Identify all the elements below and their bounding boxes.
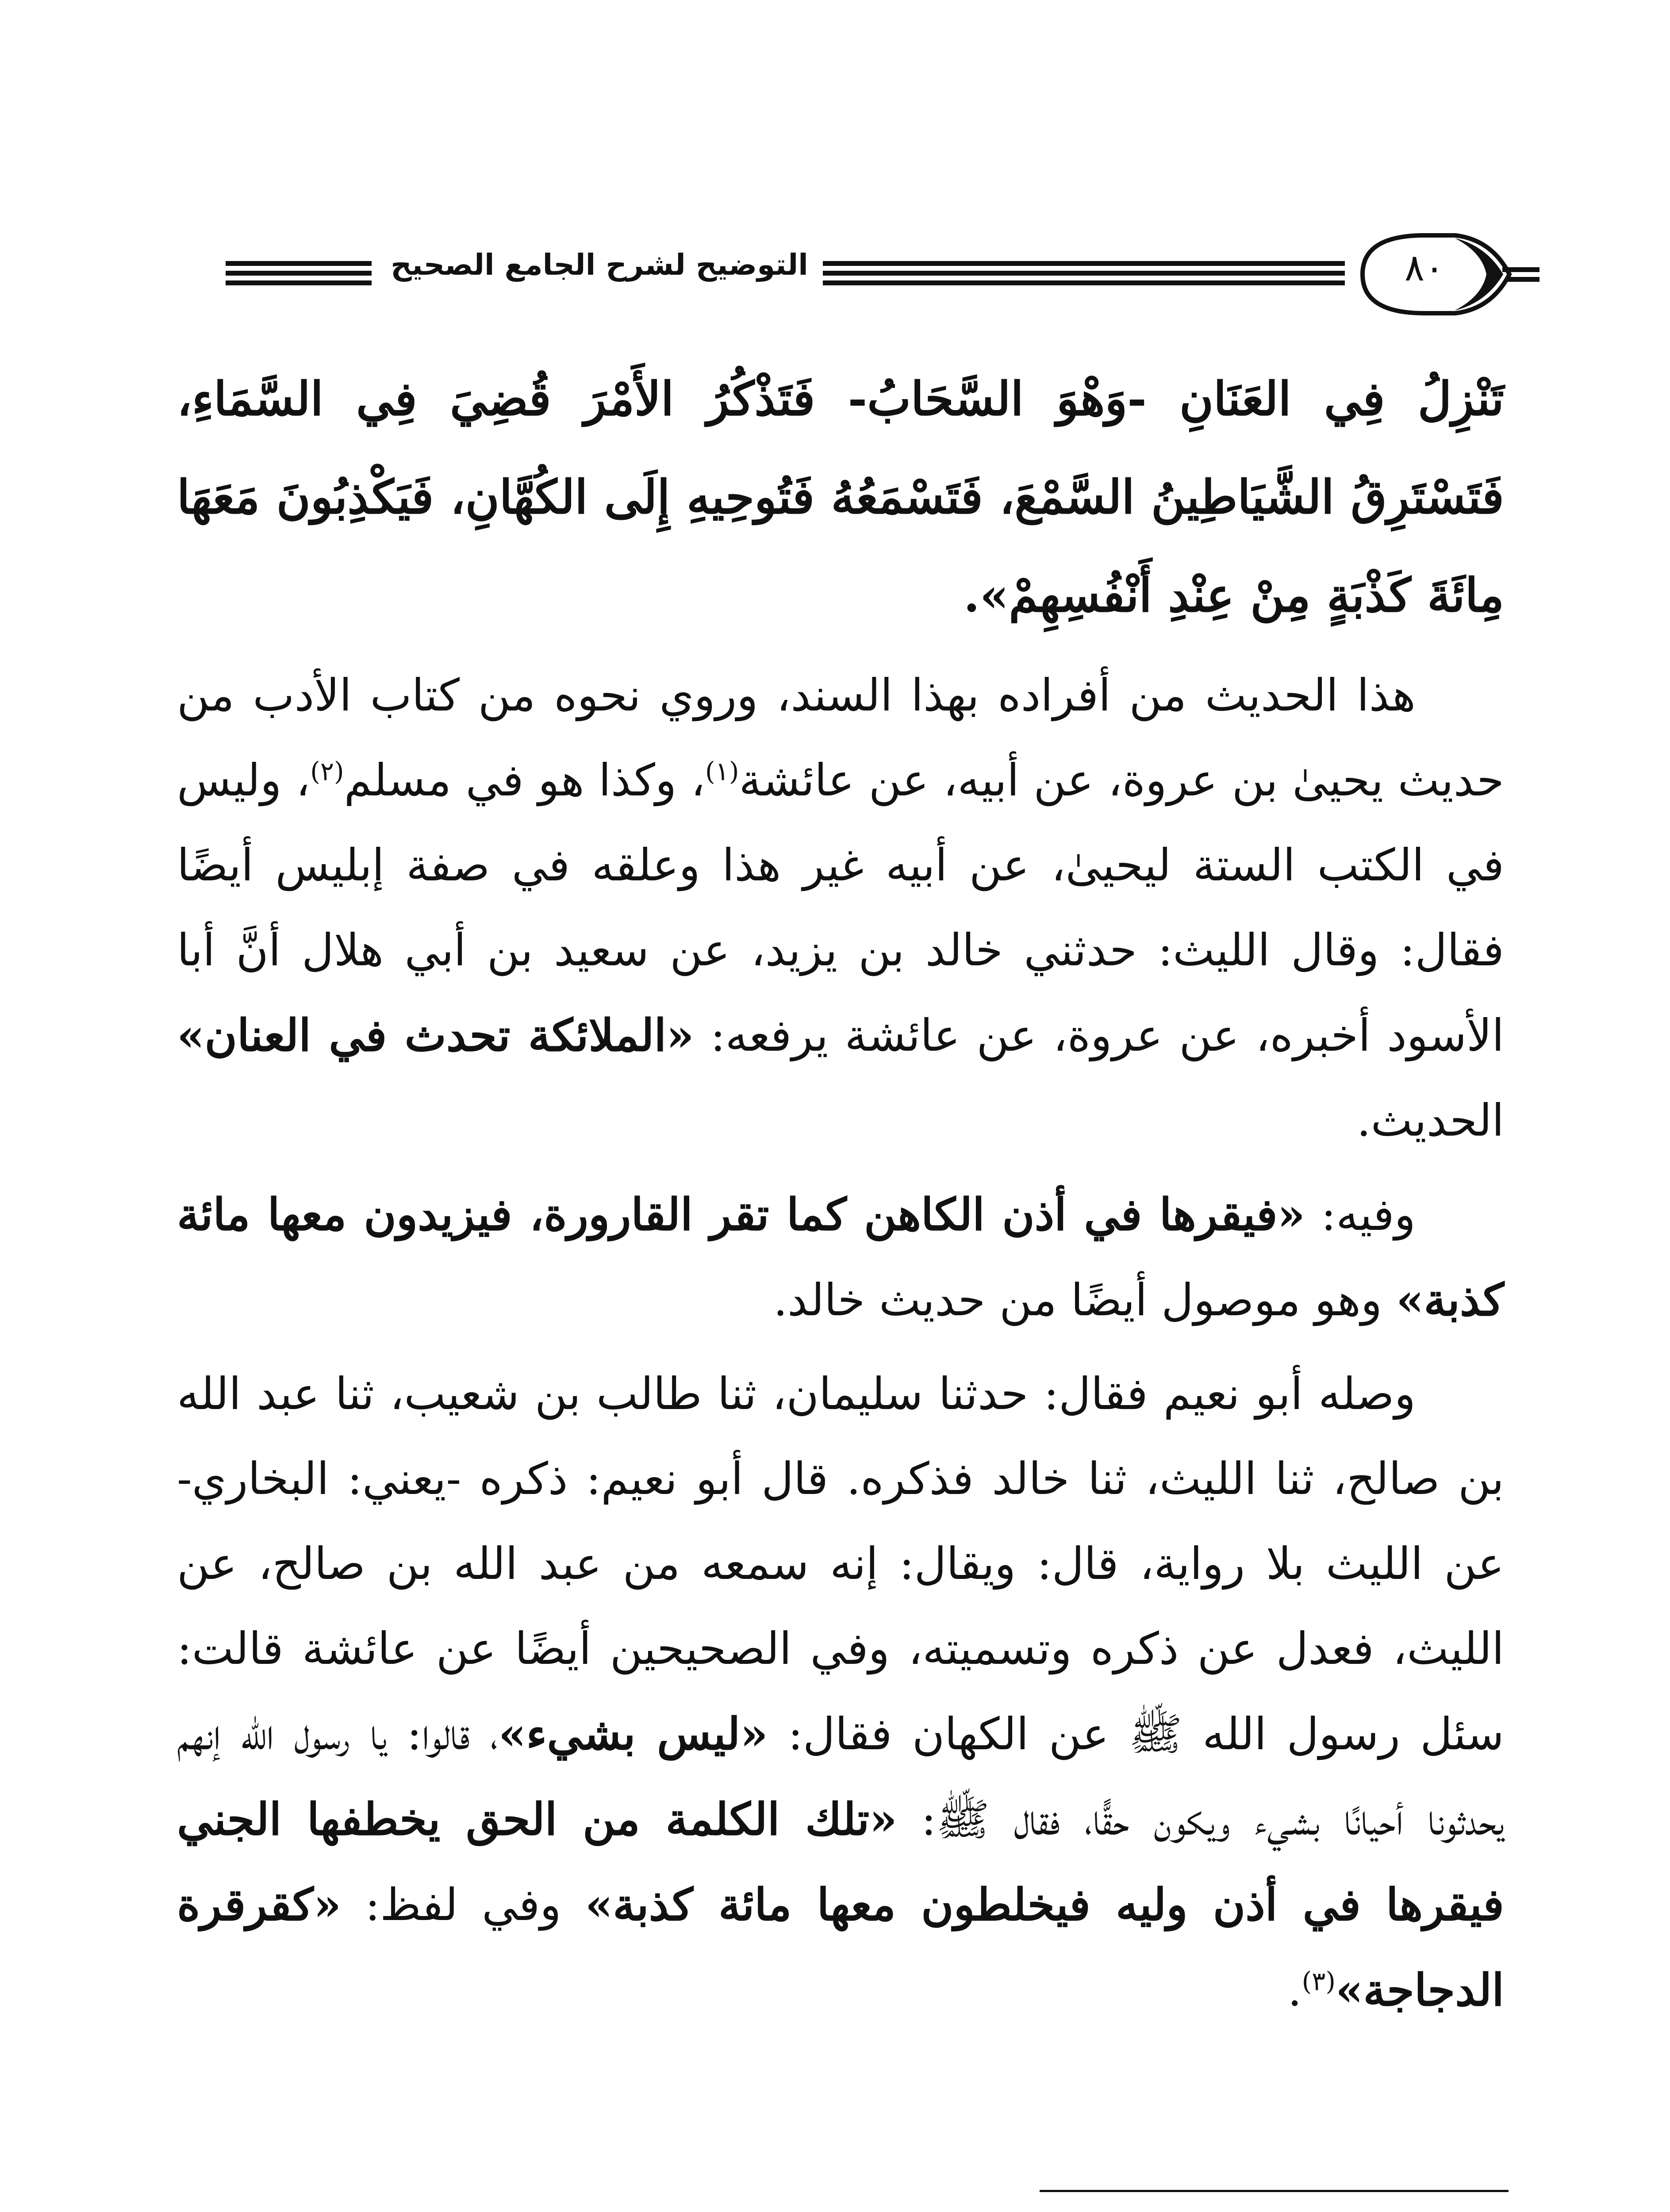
- p1-text-4: الحديث.: [1356, 1094, 1504, 1146]
- commentary-paragraph-1: [177, 653, 1504, 1163]
- p1-text-1: هذا الحديث من أفراده بهذا السند، وروي نحوه من كتاب الأدب من حديث يحيىٰ بن عروة، عن أبيه، عن عائشة: [177, 669, 1504, 806]
- running-title: التوضيح لشرح الجامع الصحيح: [391, 248, 808, 282]
- p3-text-1: وصله أبو نعيم فقال: حدثنا سليمان، ثنا طالب بن شعيب، ثنا عبد الله بن صالح، ثنا الليث، ثنا خالد فذكره. قال أبو نعيم: ذكره -يعني: البخاري- عن الليث بلا رواية، قال: ويقال: إنه سمعه من عبد الله بن صالح، عن الليث، فعدل عن ذكره وتسميته، وفي الصحيحين أيضًا عن عائشة قالت: سئل رسول الله ﷺ عن الكهان فقال:: [177, 1368, 1504, 1760]
- header-rule-left: [226, 261, 372, 288]
- page-header: [168, 230, 1522, 319]
- p1-text-2: ، وكذا هو في مسلم: [344, 754, 706, 806]
- header-rule-middle: [823, 261, 1345, 288]
- commentary-paragraph-2: [177, 1172, 1504, 1343]
- hadith-continuation: تَنْزِلُ فِي العَنَانِ -وَهْوَ السَّحَابُ- فَتَذْكُرُ الأَمْرَ قُضِيَ فِي السَّمَاءِ، فَتَسْتَرِقُ الشَّيَاطِينُ السَّمْعَ، فَتَسْمَعُهُ فَتُوحِيهِ إِلَى الكُهَّانِ، فَيَكْذِبُونَ مَعَهَا مِائَةَ كَذْبَةٍ مِنْ عِنْدِ أَنْفُسِهِمْ».: [177, 371, 1504, 622]
- page-number-badge: [1354, 230, 1539, 319]
- footnote-ref-3[interactable]: (٣): [1301, 1966, 1336, 1997]
- p3-end: .: [1287, 1964, 1302, 2016]
- footnote-ref-2[interactable]: (٢): [310, 756, 344, 787]
- p1-quote: «الملائكة تحدث في العنان»: [177, 1009, 694, 1061]
- p2-quote: «فيقرها في أذن الكاهن كما تقر القارورة، فيزيدون معها مائة كذبة»: [177, 1188, 1504, 1326]
- p3-quote-1: «ليس بشيء»: [498, 1708, 768, 1760]
- main-text: [177, 349, 1504, 2042]
- p2-lead: وفيه:: [1305, 1189, 1416, 1240]
- commentary-paragraph-3: [177, 1352, 1504, 2033]
- p3-quote-2: «تلك الكلمة من الحق يخطفها الجني فيقرها في أذن وليه فيخلطون معها مائة كذبة»: [177, 1793, 1504, 1931]
- p3-text-3: وفي لفظ:: [341, 1879, 585, 1931]
- p3-quote-3: «كقرقرة الدجاجة»: [177, 1878, 1504, 2016]
- footnote-ref-1[interactable]: (١): [705, 756, 739, 787]
- p3-text-2: ، قالوا: يا رسول الله إنهم يحدثونا أحيانًا بشيء ويكون حقًّا، فقال ﷺ:: [177, 1708, 1504, 1845]
- p1-text-3: ، وليس في الكتب الستة ليحيىٰ، عن أبيه غير هذا وعلقه في صفة إبليس أيضًا فقال: وقال الليث: حدثني خالد بن يزيد، عن سعيد بن أبي هلال أنَّ أبا الأسود أخبره، عن عروة، عن عائشة يرفعه:: [177, 754, 1504, 1061]
- page-number: ٨٠: [1404, 246, 1445, 289]
- footnote-separator: [1040, 2190, 1509, 2192]
- p2-tail: وهو موصول أيضًا من حديث خالد.: [773, 1274, 1396, 1326]
